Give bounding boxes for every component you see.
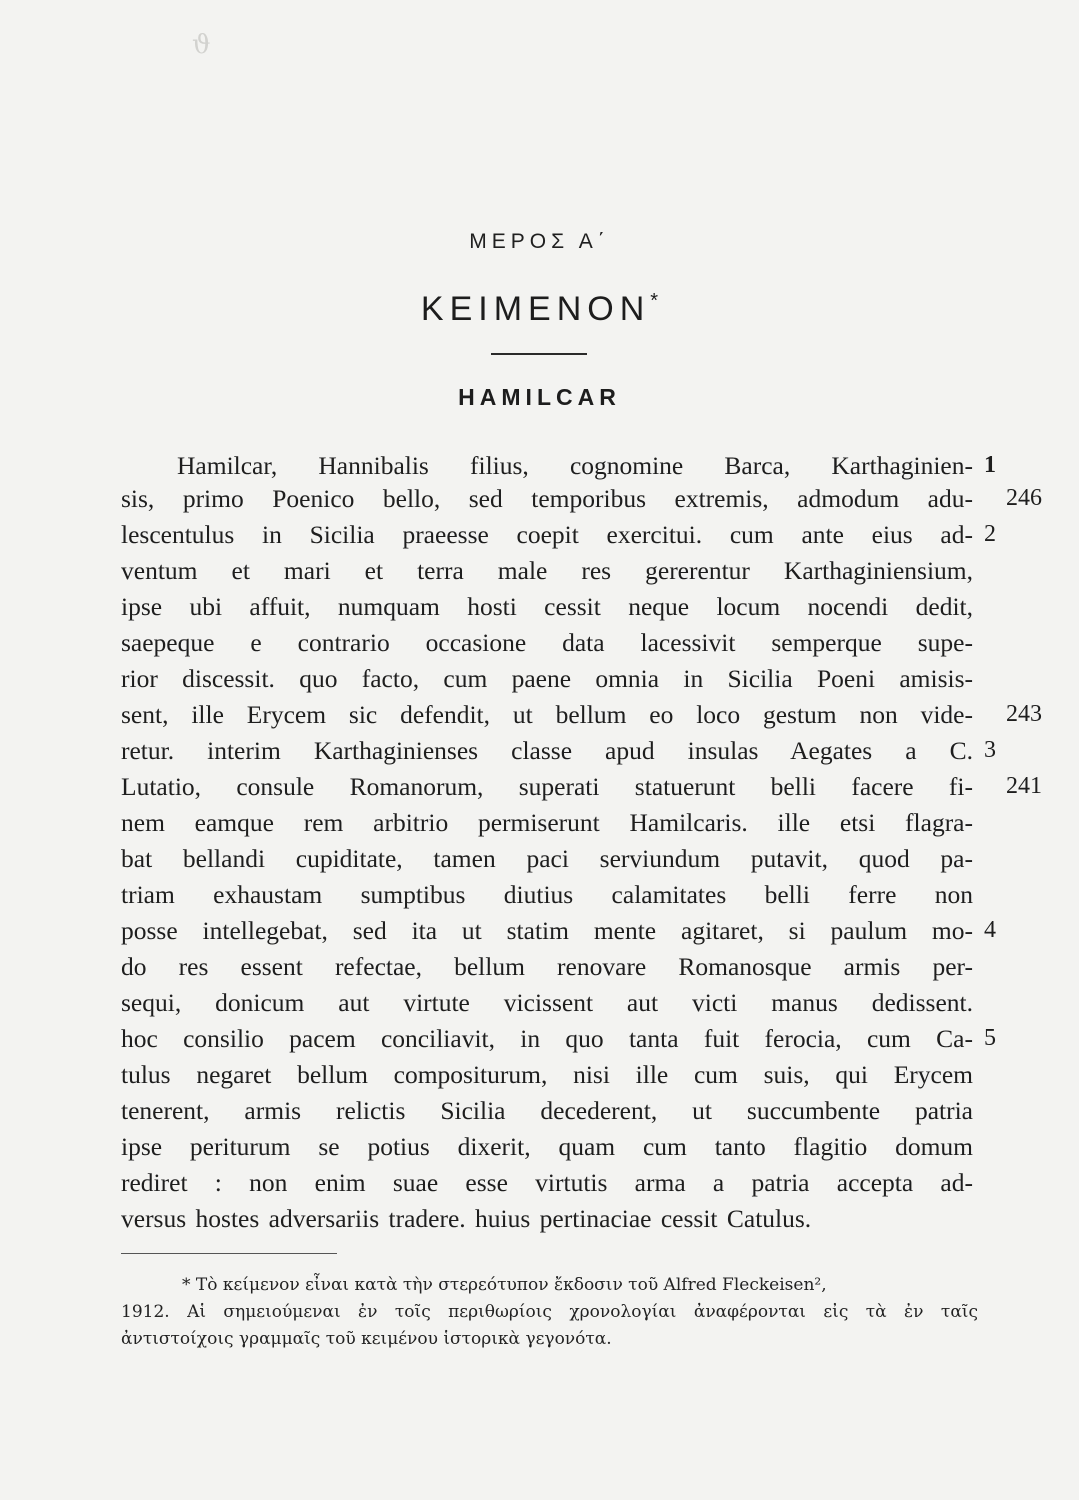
text-line: sis, primo Poenico bello, sed temporibus extremis, admodum adu-	[121, 484, 973, 513]
text-line: posse intellegebat, sed ita ut statim mente agitaret, si paulum mo-	[121, 916, 973, 945]
text-line: ventum et mari et terra male res gererentur Karthaginiensium,	[121, 556, 973, 585]
text-heading-label: ΚΕΙΜΕΝΟΝ	[420, 290, 651, 328]
year-number: 241	[1006, 773, 1042, 799]
footnote-line: 1912. Αἱ σημειούμεναι ἐν τοῖς περιθωρίοις χρονολογίαι ἀναφέρονται εἰς τὰ ἐν ταῖς	[121, 1302, 978, 1322]
text-line: rior discessit. quo facto, cum paene omnia in Sicilia Poeni amisis-	[121, 664, 973, 693]
footnote-line: ἀντιστοίχοις γραμμαῖς τοῦ κειμένου ἱστορικὰ γεγονότα.	[121, 1329, 612, 1349]
text-line: rediret : non enim suae esse virtutis arma a patria accepta ad-	[121, 1168, 973, 1197]
part-heading: ΜΕΡΟΣ Α΄	[469, 230, 610, 253]
text-line: Hamilcar, Hannibalis filius, cognomine Barca, Karthaginien-	[177, 451, 973, 480]
footnote-marker[interactable]: *	[650, 290, 659, 312]
text-line: sequi, donicum aut virtute vicissent aut victi manus dedissent.	[121, 988, 973, 1017]
section-number: 2	[984, 521, 996, 547]
footnote-line: * Τὸ κείμενον εἶναι κατὰ τὴν στερεότυπον ἔκδοσιν τοῦ Alfred Fleckeisen²,	[182, 1275, 827, 1295]
text-line: do res essent refectae, bellum renovare Romanosque armis per-	[121, 952, 973, 981]
text-heading	[0, 290, 1079, 329]
section-number: 3	[984, 737, 996, 763]
section-number: 1	[984, 452, 996, 478]
text-line: Lutatio, consule Romanorum, superati statuerunt belli facere fi-	[121, 772, 973, 801]
chapter-title: HAMILCAR	[458, 384, 621, 410]
heading-divider	[491, 353, 587, 355]
text-line: saepeque e contrario occasione data lacessivit semperque supe-	[121, 628, 973, 657]
text-line: tulus negaret bellum compositurum, nisi ille cum suis, qui Erycem	[121, 1060, 973, 1089]
text-line: ipse ubi affuit, numquam hosti cessit neque locum nocendi dedit,	[121, 592, 973, 621]
section-number: 5	[984, 1025, 996, 1051]
section-number: 4	[984, 917, 996, 943]
text-line: bat bellandi cupiditate, tamen paci serviundum putavit, quod pa-	[121, 844, 973, 873]
footnote-divider	[121, 1253, 337, 1254]
year-number: 243	[1006, 701, 1042, 727]
text-line: triam exhaustam sumptibus diutius calamitates belli ferre non	[121, 880, 973, 909]
text-line: sent, ille Erycem sic defendit, ut bellum eo loco gestum non vide-	[121, 700, 973, 729]
text-line: retur. interim Karthaginienses classe apud insulas Aegates a C.	[121, 736, 973, 765]
year-number: 246	[1006, 485, 1042, 511]
text-line: ipse periturum se potius dixerit, quam cum tanto flagitio domum	[121, 1132, 973, 1161]
page-corner-mark: ϑ	[192, 30, 211, 60]
text-line: versus hostes adversariis tradere. huius pertinaciae cessit Catulus.	[121, 1204, 812, 1233]
text-line: nem eamque rem arbitrio permiserunt Hamilcaris. ille etsi flagra-	[121, 808, 973, 837]
text-line: tenerent, armis relictis Sicilia decederent, ut succumbente patria	[121, 1096, 973, 1125]
text-line: lescentulus in Sicilia praeesse coepit exercitui. cum ante eius ad-	[121, 520, 973, 549]
text-line: hoc consilio pacem conciliavit, in quo tanta fuit ferocia, cum Ca-	[121, 1024, 973, 1053]
